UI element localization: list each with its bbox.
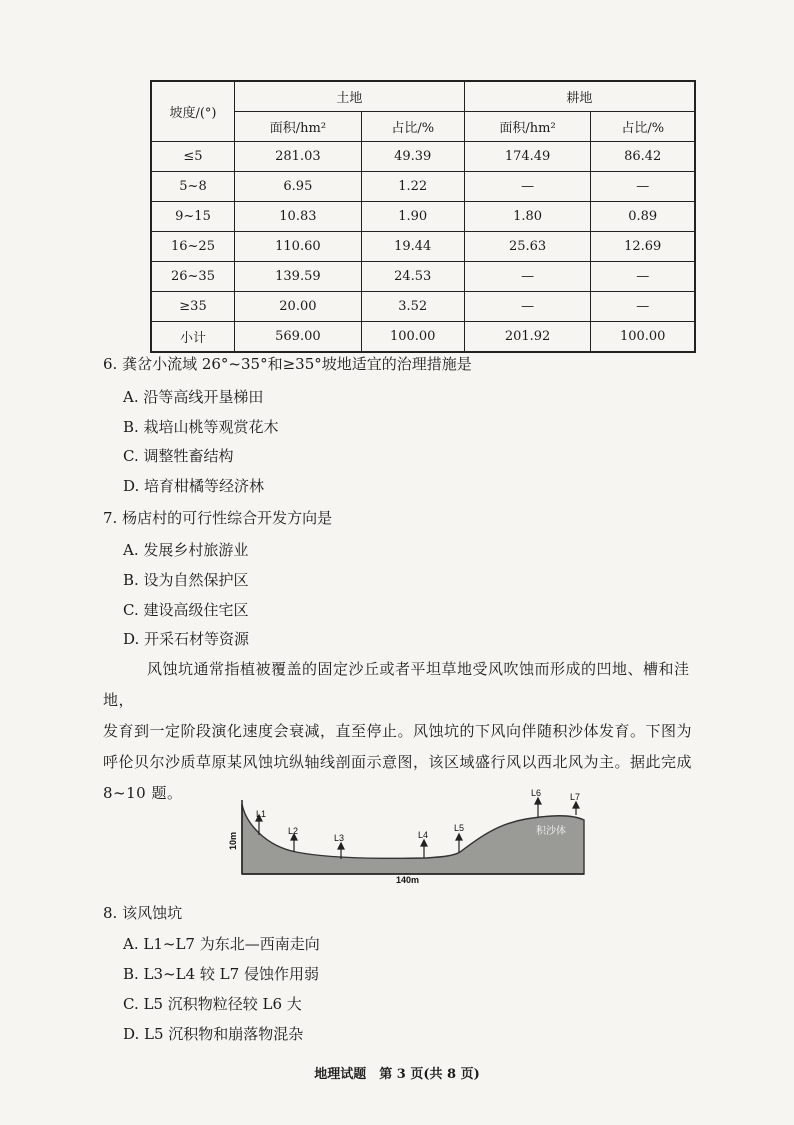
table-cell: 86.42 [591,142,695,172]
land-group-header: 土地 [235,81,465,112]
table-cell: 6.95 [235,172,362,202]
table-cell: 1.90 [361,202,464,232]
farm-ratio-header: 占比/% [591,112,695,142]
question-7-stem: 7. 杨店村的可行性综合开发方向是 [103,509,333,527]
table-row [151,232,695,262]
question-7-option-a: A. 发展乡村旅游业 [123,541,249,559]
table-cell: 20.00 [235,292,362,322]
table-cell: 1.80 [464,202,591,232]
table-cell: 139.59 [235,262,362,292]
marker-l7-label: L7 [570,792,581,802]
table-body [151,142,695,353]
question-7-option-c: C. 建设高级住宅区 [123,601,249,619]
table-row [151,262,695,292]
table-row [151,292,695,322]
table-cell: — [591,262,695,292]
farmland-group-header: 耕地 [464,81,695,112]
table-cell: 3.52 [361,292,464,322]
table-cell: 26~35 [151,262,235,292]
table-row [151,202,695,232]
wind-erosion-pit-profile [226,784,592,884]
table-cell: 5~8 [151,172,235,202]
question-7-option-d: D. 开采石材等资源 [123,630,250,648]
farm-area-header: 面积/hm² [464,112,591,142]
height-label: 10m [228,831,238,850]
table-header-row [151,81,695,112]
passage-line-3: 呼伦贝尔沙质草原某风蚀坑纵轴线剖面示意图，该区域盛行风以西北风为主。据此完成 [103,753,693,771]
question-6-option-c: C. 调整牲畜结构 [123,447,234,465]
table-cell: 16~25 [151,232,235,262]
passage-line-4: 8~10 题。 [103,784,183,802]
table-cell: 19.44 [361,232,464,262]
marker-l4-label: L4 [418,830,429,840]
question-8-stem: 8. 该风蚀坑 [103,904,183,922]
marker-l5-label: L5 [454,823,465,833]
width-label: 140m [396,875,420,884]
question-8-option-d: D. L5 沉积物和崩落物混杂 [123,1025,304,1043]
land-area-header: 面积/hm² [235,112,362,142]
table-cell: 201.92 [464,322,591,353]
table-cell: — [464,172,591,202]
table-cell: 569.00 [235,322,362,353]
slope-land-table [150,80,696,353]
question-8-option-c: C. L5 沉积物粒径较 L6 大 [123,995,302,1013]
table-cell: 小计 [151,322,235,353]
table-row [151,322,695,353]
table-cell: 281.03 [235,142,362,172]
question-6-option-d: D. 培育柑橘等经济林 [123,477,265,495]
question-6-option-a: A. 沿等高线开垦梯田 [123,388,264,406]
marker-l2-label: L2 [288,826,299,836]
marker-l6-label: L6 [531,788,542,798]
table-cell: 49.39 [361,142,464,172]
marker-l3-label: L3 [334,833,345,843]
table-cell: — [591,172,695,202]
passage-line-2: 发育到一定阶段演化速度会衰减，直至停止。风蚀坑的下风向伴随积沙体发育。下图为 [103,722,693,740]
question-8-option-a: A. L1~L7 为东北—西南走向 [123,935,320,953]
table-row [151,172,695,202]
table-cell: 25.63 [464,232,591,262]
question-8-option-b: B. L3~L4 较 L7 侵蚀作用弱 [123,965,319,983]
sand-body-label: 积沙体 [536,826,566,837]
table-cell: — [464,292,591,322]
marker-l1-label: L1 [256,809,267,819]
table-cell: 100.00 [361,322,464,353]
table-row [151,142,695,172]
table-cell: 100.00 [591,322,695,353]
table-cell: 10.83 [235,202,362,232]
table-cell: 1.22 [361,172,464,202]
table-cell: — [591,292,695,322]
slope-header: 坡度/(°) [151,81,235,142]
table-cell: — [464,262,591,292]
table-cell: 9~15 [151,202,235,232]
page-footer: 地理试题 第 3 页(共 8 页) [314,1067,480,1082]
table-cell: 12.69 [591,232,695,262]
table-cell: 174.49 [464,142,591,172]
table-cell: 24.53 [361,262,464,292]
question-6-option-b: B. 栽培山桃等观赏花木 [123,418,279,436]
question-6-stem: 6. 龚岔小流域 26°~35°和≥35°坡地适宜的治理措施是 [103,355,472,373]
land-ratio-header: 占比/% [361,112,464,142]
table-cell: 110.60 [235,232,362,262]
table-cell: ≤5 [151,142,235,172]
passage-line-1: 风蚀坑通常指植被覆盖的固定沙丘或者平坦草地受风吹蚀而形成的凹地、槽和洼地， [103,660,690,709]
table-cell: 0.89 [591,202,695,232]
question-7-option-b: B. 设为自然保护区 [123,571,249,589]
table-cell: ≥35 [151,292,235,322]
